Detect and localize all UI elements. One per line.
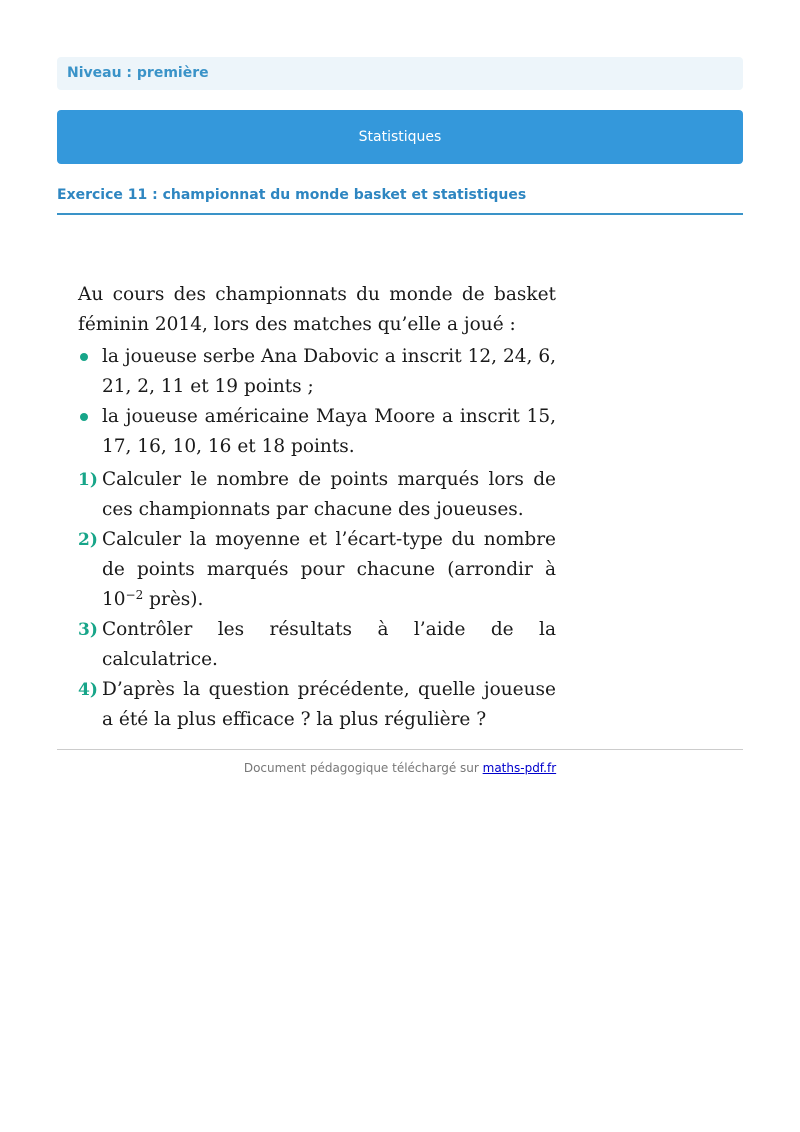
question-number: 1): [78, 470, 98, 490]
question-text: D’après la question précédente, quelle joueuse a été la plus efficace ? la plus régulière ?: [102, 679, 556, 730]
level-banner: Niveau : première: [57, 57, 743, 90]
footer-divider: [57, 749, 743, 750]
player-list: [78, 342, 556, 462]
footer-link[interactable]: maths-pdf.fr: [482, 761, 557, 775]
question-text: Calculer la moyenne et l’écart-type du nombre de points marqués pour chacune (arrondir à 10: [102, 529, 556, 610]
chapter-banner: Statistiques: [57, 110, 743, 164]
list-item: [78, 402, 556, 462]
bullet-icon: [80, 353, 88, 361]
question-list: [78, 465, 556, 735]
question-number: 3): [78, 620, 98, 640]
footer: [57, 761, 743, 775]
bullet-text: la joueuse américaine Maya Moore a inscrit 15, 17, 16, 10, 16 et 18 points.: [102, 406, 556, 457]
footer-text: Document pédagogique téléchargé sur: [243, 761, 483, 775]
question-number: 4): [78, 680, 98, 700]
exercise-intro: Au cours des championnats du monde de basket féminin 2014, lors des matches qu’elle a joué :: [78, 284, 556, 335]
question-item: [78, 615, 556, 675]
question-item: [78, 465, 556, 525]
list-item: [78, 342, 556, 402]
exercise-body: [78, 280, 556, 735]
question-number: 2): [78, 530, 98, 550]
question-item: [78, 525, 556, 615]
question-text-end: près).: [143, 589, 204, 610]
bullet-icon: [80, 413, 88, 421]
exercise-title: Exercice 11 : championnat du monde basket et statistiques: [57, 185, 743, 215]
question-item: [78, 675, 556, 735]
exponent: −2: [125, 588, 144, 602]
question-text: Calculer le nombre de points marqués lors de ces championnats par chacune des joueuses.: [102, 469, 556, 520]
bullet-text: la joueuse serbe Ana Dabovic a inscrit 12, 24, 6, 21, 2, 11 et 19 points ;: [102, 346, 556, 397]
question-text: Contrôler les résultats à l’aide de la calculatrice.: [102, 619, 556, 670]
